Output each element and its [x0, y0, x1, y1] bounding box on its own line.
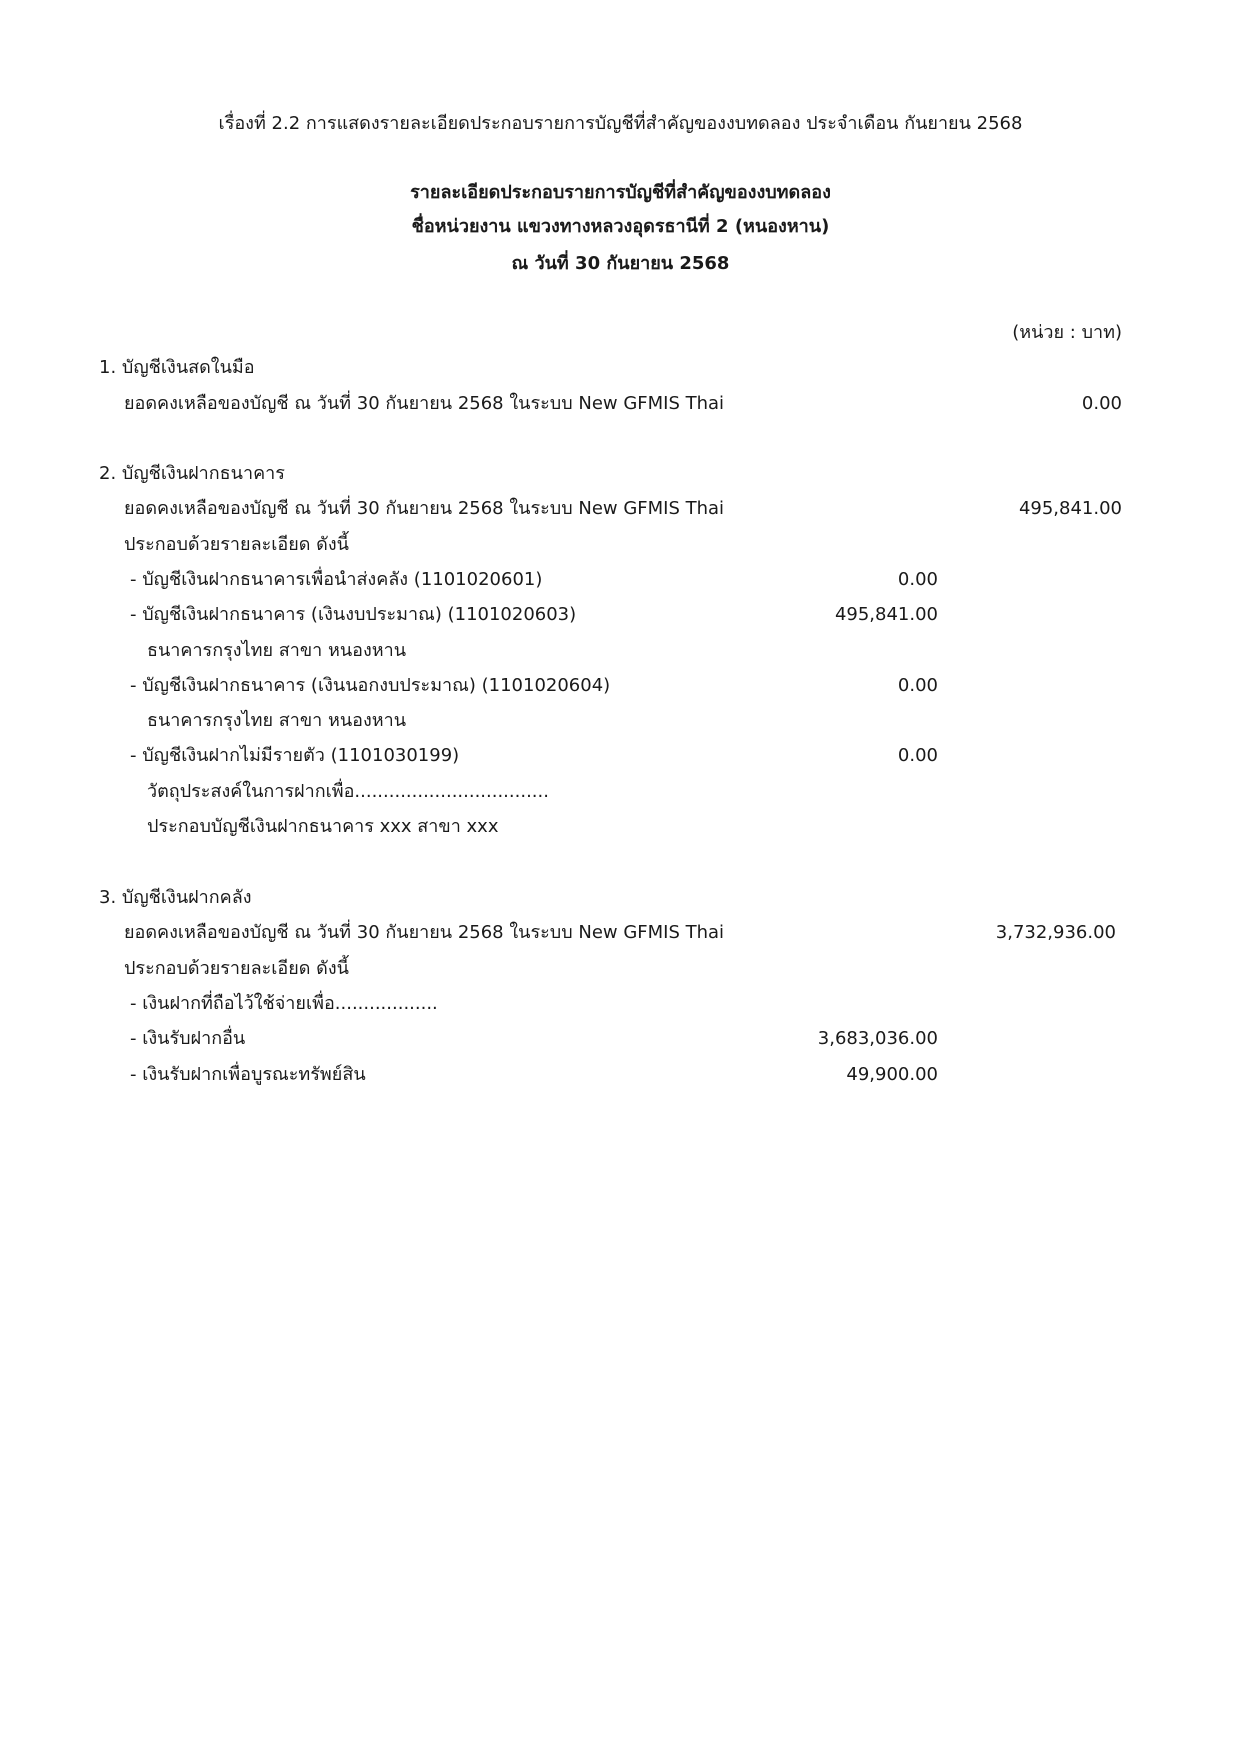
section-1-heading: 1. บัญชีเงินสดในมือ: [99, 357, 255, 378]
section-2-item-note: ธนาคารกรุงไทย สาขา หนองหาน: [147, 710, 407, 731]
section-2-item-amount: 0.00: [897, 675, 938, 696]
section-3-item-label: - เงินฝากที่ถือไว้ใช้จ่ายเพื่อ..................: [130, 993, 438, 1014]
section-3-detail-label: ประกอบด้วยรายละเอียด ดังนี้: [124, 958, 349, 979]
section-2-heading: 2. บัญชีเงินฝากธนาคาร: [99, 463, 285, 484]
section-2-balance: 495,841.00: [1018, 498, 1122, 519]
report-date: ณ วันที่ 30 กันยายน 2568: [511, 253, 730, 274]
document-header-line: เรื่องที่ 2.2 การแสดงรายละเอียดประกอบรายการบัญชีที่สำคัญของงบทดลอง ประจำเดือน กันยายน 2568: [218, 113, 1023, 134]
section-3-heading: 3. บัญชีเงินฝากคลัง: [99, 887, 252, 908]
section-3-balance-label: ยอดคงเหลือของบัญชี ณ วันที่ 30 กันยายน 2568 ในระบบ New GFMIS Thai: [124, 922, 725, 943]
section-3-item-label: - เงินรับฝากเพื่อบูรณะทรัพย์สิน: [130, 1064, 366, 1085]
agency-name: ชื่อหน่วยงาน แขวงทางหลวงอุดรธานีที่ 2 (หนองหาน): [411, 216, 830, 237]
section-3-item-label: - เงินรับฝากอื่น: [130, 1028, 246, 1049]
unit-label: (หน่วย : บาท): [1012, 322, 1122, 343]
section-2-item-amount: 0.00: [897, 745, 938, 766]
section-2-detail-label: ประกอบด้วยรายละเอียด ดังนี้: [124, 534, 349, 555]
section-2-item-label: - บัญชีเงินฝากธนาคารเพื่อนำส่งคลัง (1101020601): [130, 569, 543, 590]
section-2-item-label: - บัญชีเงินฝากไม่มีรายตัว (1101030199): [130, 745, 460, 766]
section-2-item-note: วัตถุประสงค์ในการฝากเพื่อ..................................: [147, 781, 549, 802]
section-3-item-amount: 3,683,036.00: [817, 1028, 938, 1049]
section-2-item-amount: 0.00: [897, 569, 938, 590]
section-3-balance: 3,732,936.00: [995, 922, 1116, 943]
section-1-balance: 0.00: [1081, 393, 1122, 414]
section-3-item-amount: 49,900.00: [846, 1064, 938, 1085]
section-2-balance-label: ยอดคงเหลือของบัญชี ณ วันที่ 30 กันยายน 2568 ในระบบ New GFMIS Thai: [124, 498, 725, 519]
section-2-item-label: - บัญชีเงินฝากธนาคาร (เงินนอกงบประมาณ) (1101020604): [130, 675, 611, 696]
section-2-item-amount: 495,841.00: [834, 604, 938, 625]
section-2-item-note: ประกอบบัญชีเงินฝากธนาคาร xxx สาขา xxx: [147, 816, 499, 837]
section-1-balance-label: ยอดคงเหลือของบัญชี ณ วันที่ 30 กันยายน 2568 ในระบบ New GFMIS Thai: [124, 393, 725, 414]
section-2-item-note: ธนาคารกรุงไทย สาขา หนองหาน: [147, 640, 407, 661]
report-title: รายละเอียดประกอบรายการบัญชีที่สำคัญของงบทดลอง: [410, 182, 831, 203]
section-2-item-label: - บัญชีเงินฝากธนาคาร (เงินงบประมาณ) (1101020603): [130, 604, 577, 625]
